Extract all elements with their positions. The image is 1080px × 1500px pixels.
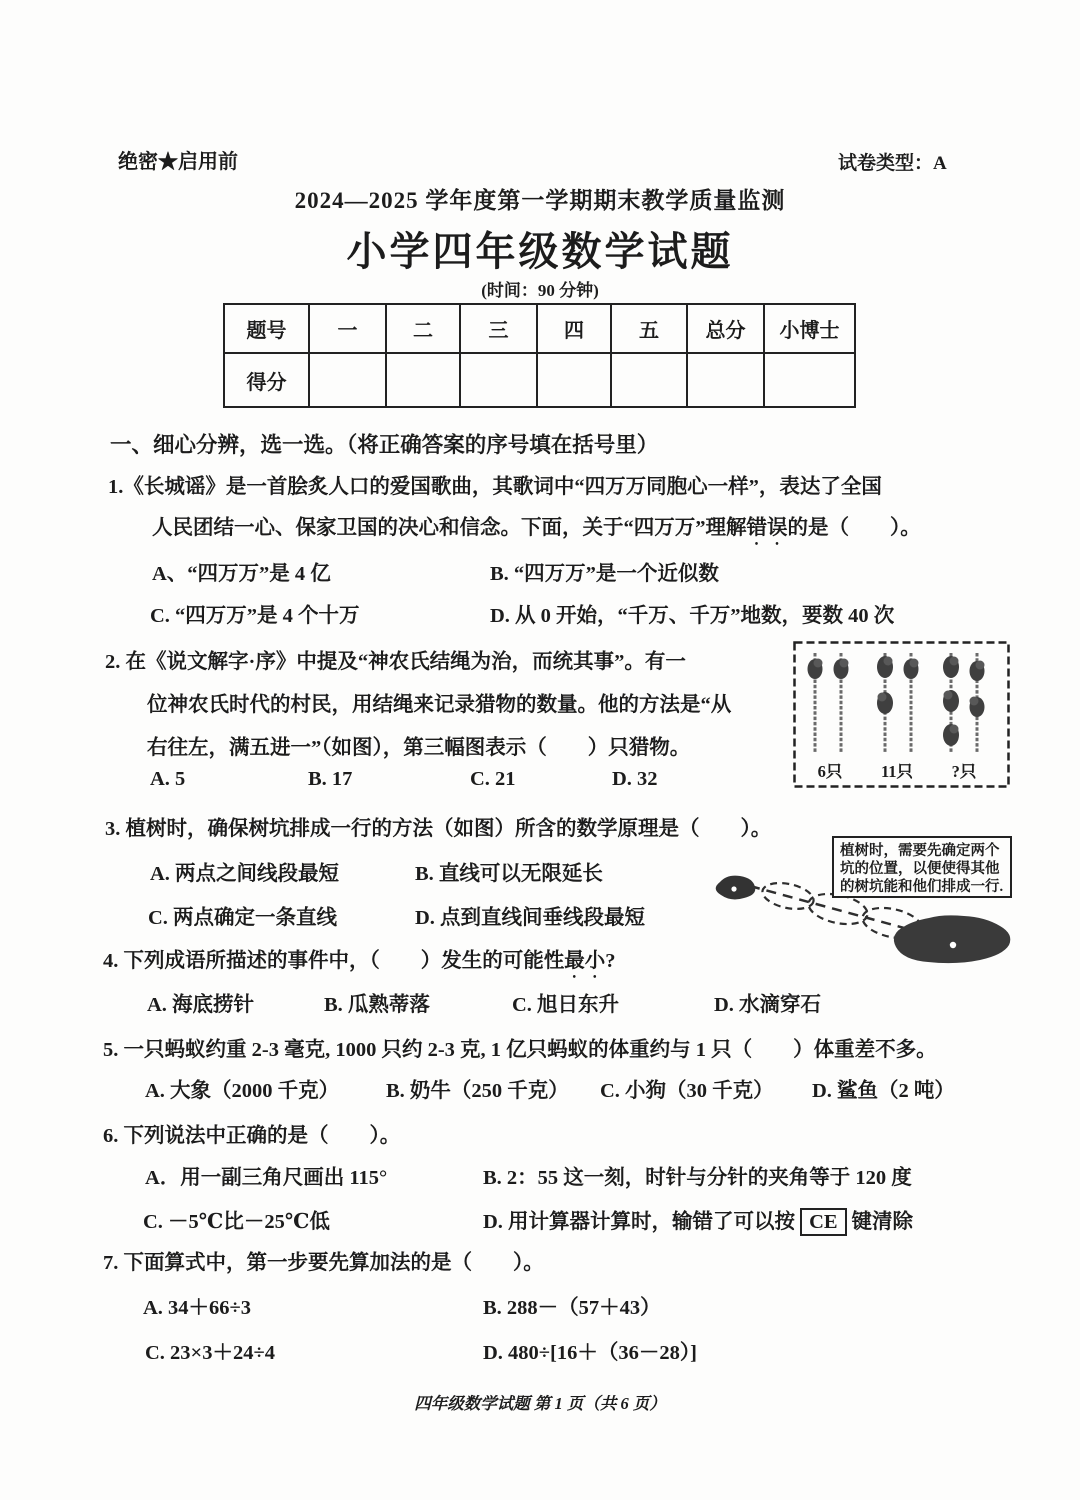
q6-option-b: B. 2：55 这一刻，时针与分针的夹角等于 120 度 <box>483 1167 912 1189</box>
note-line-3: 的树坑能和他们排成一行. <box>840 879 1004 895</box>
page-footer: 四年级数学试题 第 1 页（共 6 页） <box>414 1394 666 1413</box>
q1-option-c: C. “四万万”是 4 个十万 <box>150 605 360 627</box>
q4-option-a: A. 海底捞针 <box>147 994 255 1016</box>
score-table-cell: 总分 <box>687 304 764 353</box>
q5-line1: 5. 一只蚂蚁约重 2-3 毫克, 1000 只约 2-3 克, 1 亿只蚂蚁的体重约与 1 只（ ）体重差不多。 <box>103 1039 937 1061</box>
page-title: 小学四年级数学试题 <box>346 229 734 274</box>
score-table-cell: 五 <box>611 304 687 353</box>
q1-emphasized-word: 错误 <box>746 517 788 539</box>
score-table-header-row <box>224 304 855 353</box>
score-empty-cell <box>460 353 537 407</box>
secrecy-label: 绝密★启用前 <box>118 151 238 173</box>
q2-line2: 位神农氏时代的村民，用结绳来记录猎物的数量。他的方法是“从 <box>147 694 732 716</box>
score-table <box>223 303 856 408</box>
q2-option-c: C. 21 <box>470 768 516 790</box>
q5-option-a: A. 大象（2000 千克） <box>145 1080 340 1102</box>
q3-option-c: C. 两点确定一条直线 <box>148 907 338 929</box>
q6-option-a: A．用一副三角尺画出 115° <box>145 1167 388 1189</box>
score-empty-cell <box>687 353 764 407</box>
note-line-1: 植树时，需要先确定两个 <box>840 843 1000 859</box>
knot-counting-figure <box>793 641 1010 788</box>
big-pit-dot <box>950 942 956 948</box>
q6-option-c: C. －5℃比－25℃低 <box>143 1211 330 1233</box>
small-pit-dot <box>731 886 736 891</box>
q1-option-d: D. 从 0 开始，“千万、千万”地数，要数 40 次 <box>490 605 895 627</box>
q4-line1: 4. 下列成语所描述的事件中，（ ）发生的可能性最小? <box>103 950 616 972</box>
q3-option-a: A. 两点之间线段最短 <box>150 863 340 885</box>
q7-option-a: A. 34＋66÷3 <box>143 1297 252 1319</box>
note-line-2: 坑的位置，以便使得其他 <box>840 861 1000 877</box>
q2-option-b: B. 17 <box>308 768 353 790</box>
ce-key-box: CE <box>800 1208 846 1236</box>
q7-line1: 7. 下面算式中，第一步要先算加法的是（ ）。 <box>103 1252 544 1274</box>
q2-option-a: A. 5 <box>150 768 186 790</box>
score-table-cell: 题号 <box>224 304 309 353</box>
score-table-cell: 四 <box>537 304 611 353</box>
score-table-score-row <box>224 353 855 407</box>
q3-option-d: D. 点到直线间垂线段最短 <box>415 907 646 929</box>
q4-option-d: D. 水滴穿石 <box>714 994 822 1016</box>
q4-emphasized-word: 最小 <box>564 950 606 972</box>
q5-option-c: C. 小狗（30 千克） <box>600 1080 774 1102</box>
term-title: 2024—2025 学年度第一学期期末教学质量监测 <box>294 188 786 213</box>
q3-line1: 3. 植树时，确保树坑排成一行的方法（如图）所含的数学原理是（ ）。 <box>105 818 772 840</box>
q4-option-c: C. 旭日东升 <box>512 994 620 1016</box>
knot-figure-label-2: 11只 <box>880 762 914 781</box>
q1-option-a: A、“四万万”是 4 亿 <box>152 563 331 585</box>
score-empty-cell <box>611 353 687 407</box>
score-table-cell: 小博士 <box>764 304 855 353</box>
time-note: (时间：90 分钟) <box>481 281 599 300</box>
score-empty-cell <box>309 353 386 407</box>
q6-option-d: D. 用计算器计算时，输错了可以按 CE 键清除 <box>483 1204 913 1236</box>
rope-knots <box>808 656 985 746</box>
score-table-cell: 三 <box>460 304 537 353</box>
paper-type-label: 试卷类型：A <box>838 153 947 174</box>
q7-option-d: D. 480÷[16＋（36－28）] <box>483 1342 697 1364</box>
big-pit-blob <box>894 915 1010 963</box>
q7-option-c: C. 23×3＋24÷4 <box>145 1342 275 1364</box>
q5-option-d: D. 鲨鱼（2 吨） <box>812 1080 955 1102</box>
q6-line1: 6. 下列说法中正确的是（ ）。 <box>103 1125 401 1147</box>
score-empty-cell <box>386 353 460 407</box>
q5-option-b: B. 奶牛（250 千克） <box>386 1080 569 1102</box>
knot-figure-label-1: 6只 <box>817 762 843 781</box>
q3-option-b: B. 直线可以无限延长 <box>415 863 603 885</box>
q2-line3: 右往左，满五进一”（如图），第三幅图表示（ ）只猎物。 <box>147 737 691 759</box>
q7-option-b: B. 288－（57＋43） <box>483 1297 661 1319</box>
q2-line1: 2. 在《说文解字·序》中提及“神农氏结绳为治，而统其事”。有一 <box>105 651 686 673</box>
tree-planting-figure <box>700 833 1015 983</box>
knot-figure-label-3: ?只 <box>951 762 977 781</box>
q1-line1: 1.《长城谣》是一首脍炙人口的爱国歌曲，其歌词中“四万万同胞心一样”，表达了全国 <box>108 476 882 498</box>
q4-option-b: B. 瓜熟蒂落 <box>324 994 430 1016</box>
q1-line2: 人民团结一心、保家卫国的决心和信念。下面，关于“四万万”理解错误的是（ ）。 <box>152 517 921 539</box>
score-label-cell: 得分 <box>224 353 309 407</box>
q2-option-d: D. 32 <box>612 768 658 790</box>
section1-heading: 一、细心分辨，选一选。（将正确答案的序号填在括号里） <box>110 433 659 457</box>
score-empty-cell <box>764 353 855 407</box>
score-table-cell: 一 <box>309 304 386 353</box>
q1-option-b: B. “四万万”是一个近似数 <box>490 563 719 585</box>
score-empty-cell <box>537 353 611 407</box>
score-table-cell: 二 <box>386 304 460 353</box>
